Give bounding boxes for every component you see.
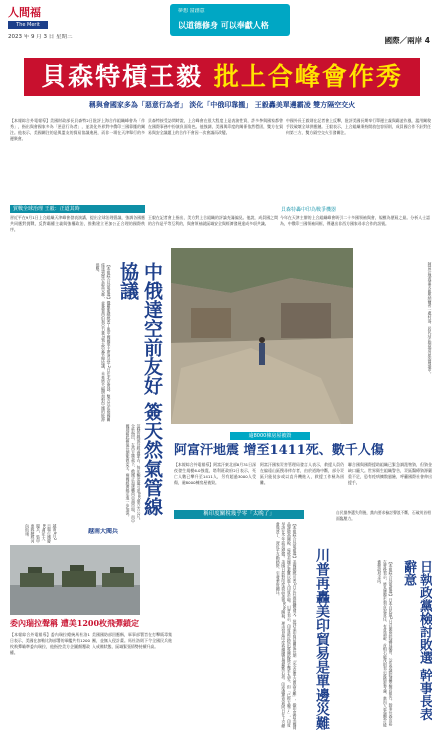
lead-body-col3: 中國外長王毅則在記者會上反擊，批評美國長期奉行單邊主義與霸凌作風，濫用關稅手段破壞全球供應鏈。王毅表示，上合組織秉持開放包容原則，成員國合作不針對任何第三方，雙方隔空交火引發關注。 [286, 118, 431, 135]
earthquake-body-col3: 聯合國與國際援助組織已緊急調派物資，但資金缺口龐大。世界衛生組織警告，災區醫療資源嚴重不足，恐有疫病擴散風險，呼籲國際社會伸出援手。 [348, 462, 432, 485]
parade-photo-illustration [10, 545, 140, 615]
parade-head: 越南大閱兵 [88, 528, 119, 535]
china-russia-body2: 這條管線預計經過蒙古，每年輸送量可達500億立方公尺。分析指出，在西方制裁下，俄國正加速轉向亞洲市場，而中國則藉此確保長期能源安全，兩國經濟綁定進一步加深。 [126, 424, 142, 523]
china-russia-headline: 中俄達空前友好 簽天然氣管線協議 [117, 262, 163, 516]
lead-headline-part1: 貝森特槓王毅 [41, 62, 214, 91]
earthquake-body-col2: 阿富汗國家災害管理局發言人表示，救援人員仍在偏遠山區搜尋倖存者，由於道路中斷，部分災區只能徒步或以直升機進入，救援工作極為困難。 [260, 462, 344, 485]
slogan-top: 夢想 富創意 [178, 8, 205, 14]
earthquake-body-col1: 【本報綜合外電報導】阿富汗東北部8月31日深夜發生規模6.0強震，塔利班政府2日表示，死亡人數已攀升至1411人，另有超過3000人受傷，逾8000棟房屋被毀。 [174, 462, 256, 485]
earthquake-photo [171, 248, 353, 424]
lead-body-col2: 貝森特接受訪問時說，上合峰會在很大程度上是表演性質，許多參與國家都曾在國際事務中扮演負面角色。他強調，美國與印度的關係依然穩固，雙方在貿易與安全議題上的合作不會因一次會議而改變。 [148, 118, 283, 135]
venezuela-headline: 委內瑞拉聲稱 遭美1200枚飛彈鎖定 [10, 618, 140, 628]
newspaper-logo: 人間福 [8, 6, 41, 19]
issue-date: 2023 年 9 月 3 日 星期三 [8, 34, 73, 40]
trade-tag: 稱印度關稅幾乎零「太晚了」 [174, 510, 304, 519]
lead-headline-part2: 批上合峰會作秀 [213, 62, 403, 91]
trade-headline: 川普再轟美印貿易是單邊災難 [314, 548, 330, 730]
venezuela-body-col1: 【本報綜合外電報導】委內瑞拉總統馬杜洛1日表示，美國在加勒比海部署的軍艦共有1200枚飛彈瞄準委內瑞拉，他指控美方企圖顛覆政權。 [10, 632, 90, 655]
trade-body: 【本報綜合外電報導】美國總統川普1日在社群媒體發文，批評美印貿易關係長期「完全是單方面的災難」，指印度對美國商品課徵高關稅，導致美國企業難以進入印度市場。川普表示，印度最近提出將關稅降至幾乎為零，但「已經太晚了」，印度早該在多年前這麼做。美國日前對印度商品加徵50%關稅，理由包括印度持續購買俄羅斯石油。印度總理莫迪同日在上合峰會與普丁、習近平互動熱絡，引發華府關注。 [276, 522, 298, 730]
earthquake-headline: 阿富汗地震 增至1411死、數千人傷 [174, 443, 384, 458]
slogan: 以道德修身 可以奉獻人格 [178, 21, 269, 30]
lead-headline [24, 58, 420, 96]
japan-intro: 自民黨參選失利後，黨內要求檢討聲浪不斷，石破茂首相面臨壓力。 [336, 510, 431, 521]
parade-photo-caption: 越南9月2日舉行國慶80週年大閱兵，裝甲車隊駛經河內街頭。 [25, 524, 58, 543]
china-russia-body1: 【本報綜合外電報導】俄羅斯總統普丁與中國國家主席習近平2日在北京會談，雙方宣布兩國關係達到歷史最高水準，並簽署西伯利亞力量2號天然氣管線協議，未來將大幅增加對中國的能源供應。 [96, 263, 112, 422]
japan-headline: 日執政黨檢討敗選 幹事長表辭意 [401, 560, 432, 721]
venezuela-body-col2: 美國國防部回應稱，軍事部署旨在打擊販毒集團，並無入侵計畫。馬杜洛則下令全國民兵進入戒備狀態，區域緊張情勢持續升高。 [92, 632, 172, 649]
newspaper-logo-english: The Merit [8, 21, 48, 29]
sidebar-body3: 今年在天津主辦的上合組織峰會吸引二十多國領袖與會，規模為歷屆之最。分析人士認為，中俄印三國領袖同框，傳遞出非西方國家尋求合作的訊號。 [280, 215, 430, 226]
earthquake-photo-caption: 阿富汗地震重災區庫納爾省一處村落，居民站在倒塌房屋的廢墟中。 [428, 262, 433, 376]
japan-body: 【本報綜合外電報導】日本自民黨2日召開兩院議員總會，公布參議院選舉檢討報告。幹事長森山裕在會後表示，將為選舉失利負起責任，有意請辭。首相石破茂則表示將慎重考慮，黨內人事調整可能牽動政局走向。 [377, 560, 394, 728]
sidebar-head-governance: 貿戰全球治理 王毅：正道其時 [10, 205, 145, 213]
sidebar-body2: 王毅在記者會上指出，美方對上合組織的評論充滿偏見。他說，成員國之間的合作是平等互利的，與會領袖就區域安全與經濟發展達成多項共識。 [148, 215, 278, 226]
sidebar-body1: 習近平在9月1日上合組織天津峰會發表演講，提出全球治理倡議，強調各國應共同應對挑戰，反對霸權主義與強權政治，推動建立更加公正合理的國際秩序。 [10, 215, 145, 232]
parade-photo [10, 545, 140, 615]
lead-subhead: 稱與會國家多為「惡意行為者」 淡化「中俄印靠攏」 王毅轟美單邊霸凌 雙方隔空交火 [88, 101, 356, 109]
sidebar-head-war-machine: 貝森特轟中印為戰爭機器 [281, 207, 337, 213]
lead-body-col1: 【本報綜合外電報導】美國財政部長貝森特2日批評上海合作組織峰會為「作秀」，指出與會國家多為「惡意行為者」，並淡化外界對中俄印三國靠攏的關注。他表示，美國關注的是與盟友的貿易協議進展，而非一場在天津舉行的多邊聚會。 [10, 118, 145, 141]
earthquake-tag: 逾8000棟房屋被毀 [230, 432, 310, 440]
section-label: 國際／兩岸 4 [384, 36, 430, 45]
earthquake-photo-illustration [171, 248, 353, 424]
